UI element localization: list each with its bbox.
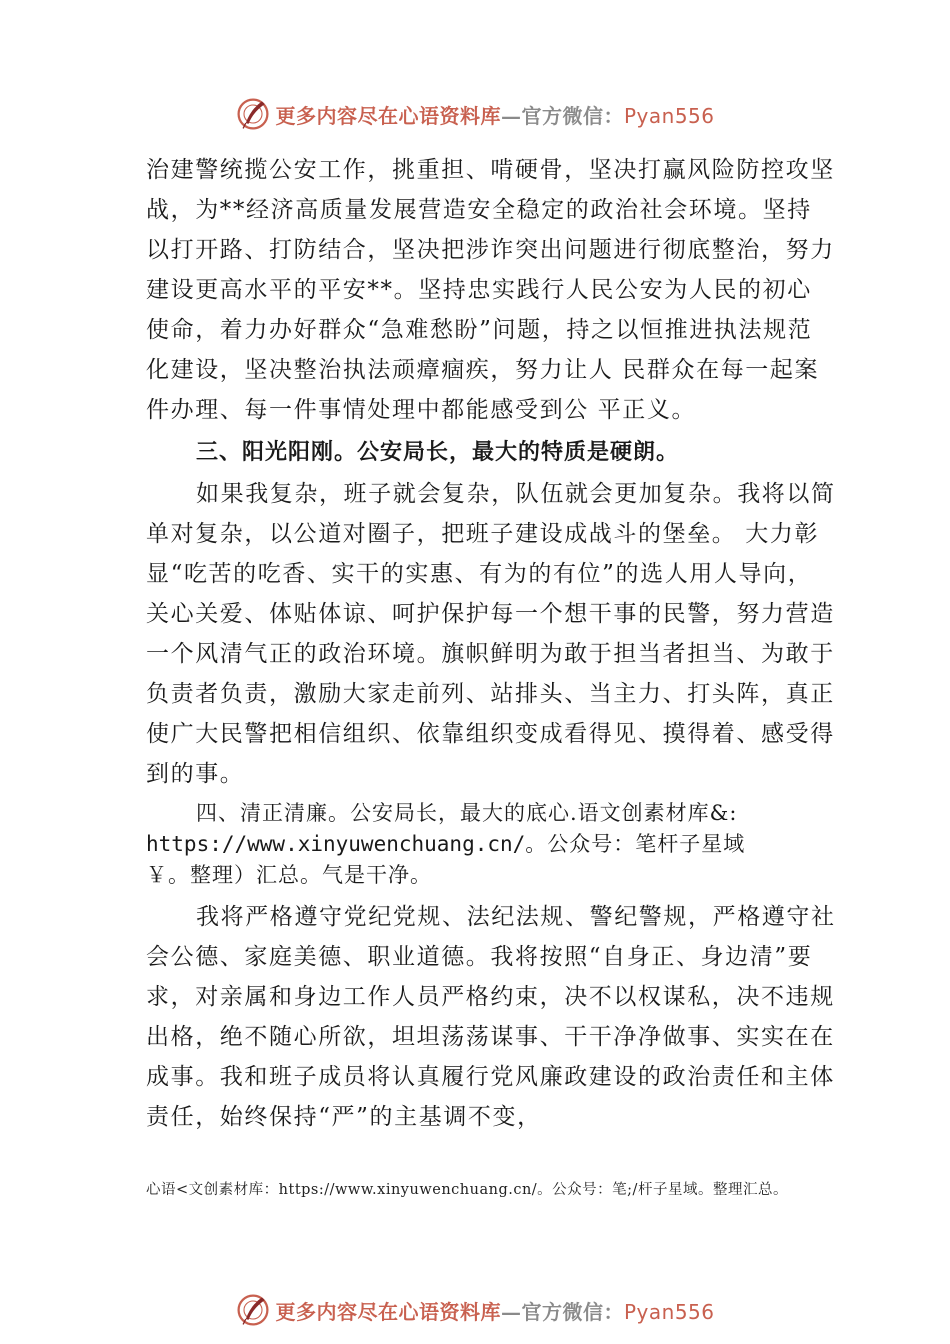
document-body: [146, 150, 836, 1137]
header-banner: [0, 94, 950, 134]
paragraph-1: 治建警统揽公安工作，挑重担、啃硬骨，坚决打赢风险防控攻坚战，为**经济高质量发展营造安全稳定的政治社会环境。坚持以打开路、打防结合，坚决把涉诈突出问题进行彻底整治，努力建设更高水平的平安**。坚持忠实践行人民公安为人民的初心使命，着力办好群众“急难愁盼”问题，持之以恒推进执法规范化建设，坚决整治执法顽瘴痼疾，努力让人 民群众在每一起案件办理、每一件事情处理中都能感受到公 平正义。: [146, 157, 835, 423]
section-heading-3: 三、阳光阳刚。公安局长，最大的特质是硬朗。: [196, 440, 680, 465]
heading-4-part-c: ￥。整理）汇总。气是干净。: [146, 863, 432, 887]
banner-dash: —官方微信：: [500, 103, 624, 128]
paragraph-2: 如果我复杂，班子就会复杂，队伍就会更加复杂。我将以简单对复杂，以公道对圈子，把班子建设成战斗的堡垒。 大力彰显“吃苦的吃香、实干的实惠、有为的有位”的选人用人导向，关心关爱、体贴体谅、呵护保护每一个想干事的民警，努力营造一个风清气正的政治环境。旗帜鲜明为敢于担当者担当、为敢于负责者负责，激励大家走前列、站排头、当主力、打头阵，真正使广大民警把相信组织、依靠组织变成看得见、摸得着、感受得到的事。: [146, 481, 836, 787]
banner-wechat-id: Pyan556: [623, 103, 715, 128]
paragraph-3: 我将严格遵守党纪党规、法纪法规、警纪警规，严格遵守社会公德、家庭美德、职业道德。我将按照“自身正、身边清”要求，对亲属和身边工作人员严格约束，决不以权谋私，决不违规出格，绝不随心所欲，坦坦荡荡谋事、干干净净做事、实实在在成事。我和班子成员将认真履行党风廉政建设的政治责任和主体责任，始终保持“严”的主基调不变，: [146, 904, 836, 1130]
banner-main: 更多内容尽在心语资料库: [275, 1299, 501, 1324]
heading-4-url: https://www.xinyuwenchuang.cn/: [146, 832, 526, 856]
heading-4-part-b: 。公众号：笔杆子星域: [525, 832, 746, 856]
footer-note: 心语<文创素材库：https://www.xinyuwenchuang.cn/。公众号：笔;/杆子星域。整理汇总。: [146, 1182, 788, 1198]
quill-pen-logo-icon: [235, 96, 271, 132]
banner-wechat-id: Pyan556: [623, 1299, 715, 1324]
quill-pen-logo-icon: [235, 1292, 271, 1328]
heading-4-part-a: 四、清正清廉。公安局长，最大的底心.语文创素材库&:: [196, 801, 738, 825]
banner-text: [275, 100, 714, 129]
section-heading-4: [146, 798, 836, 891]
footer-banner: [0, 1290, 950, 1330]
banner-text: [275, 1296, 714, 1325]
banner-dash: —官方微信：: [500, 1299, 624, 1324]
banner-main: 更多内容尽在心语资料库: [275, 103, 501, 128]
